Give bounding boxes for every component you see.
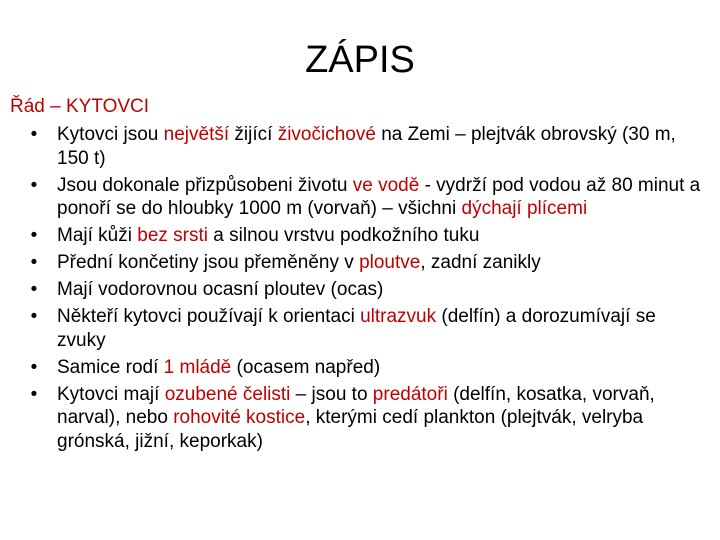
item-text: Kytovci jsou	[57, 124, 164, 145]
highlighted-text: 1 mládě	[163, 356, 232, 378]
item-text: – jsou to	[290, 383, 373, 405]
bullet-icon: •	[30, 124, 38, 145]
list-item	[0, 278, 720, 302]
highlighted-text: ve vodě	[352, 174, 420, 196]
item-text: - vydrží pod vodou až 80 minut a ponoří se do hloubky 1000 m (vorvaň) – všichni	[57, 174, 701, 219]
item-text: Mají kůži	[57, 225, 138, 246]
list-item	[0, 383, 720, 454]
item-text: Mají vodorovnou ocasní ploutev (ocas)	[57, 279, 384, 300]
slide-subtitle: Řád – KYTOVCI	[10, 96, 150, 117]
item-text: (delfín) a dorozumívají se zvuky	[57, 306, 656, 351]
bullet-list	[0, 123, 720, 457]
item-text: na Zemi – plejtvák obrovský (30 m, 150 t)	[57, 124, 676, 169]
list-item	[0, 356, 720, 380]
item-text: žijící	[229, 124, 278, 145]
item-text: Kytovci mají	[57, 383, 165, 405]
slide-title: ZÁPIS	[305, 39, 415, 81]
bullet-icon: •	[30, 225, 38, 246]
item-text: Jsou dokonale přizpůsobeni životu	[57, 174, 353, 196]
list-item	[0, 123, 720, 170]
bullet-icon: •	[30, 174, 38, 196]
list-item	[0, 174, 720, 221]
item-text: , zadní zanikly	[420, 252, 541, 273]
bullet-icon: •	[30, 306, 38, 327]
item-text: Přední končetiny jsou přeměněny v	[57, 252, 360, 273]
highlighted-text: ultrazvuk	[360, 306, 437, 327]
highlighted-text: ploutve	[359, 252, 421, 273]
item-text: (ocasem napřed)	[231, 356, 381, 378]
list-item	[0, 305, 720, 352]
bullet-icon: •	[30, 252, 38, 273]
item-text: Někteří kytovci používají k orientaci	[57, 306, 361, 327]
item-text: a silnou vrstvu podkožního tuku	[208, 225, 480, 246]
highlighted-text: predátoři	[372, 383, 448, 405]
bullet-icon: •	[30, 356, 38, 378]
list-item	[0, 224, 720, 248]
list-item	[0, 251, 720, 275]
bullet-icon: •	[30, 383, 38, 405]
highlighted-text: rohovité kostice	[173, 407, 306, 428]
highlighted-text: největší	[163, 124, 230, 145]
highlighted-text: bez srsti	[137, 225, 208, 246]
highlighted-text: ozubené čelisti	[164, 383, 291, 405]
highlighted-text: dýchají plícemi	[461, 198, 588, 219]
item-text: (delfín, kosatka, vorvaň, narval), nebo	[57, 383, 655, 428]
highlighted-text: živočichové	[277, 124, 376, 145]
item-text: Samice rodí	[57, 356, 164, 378]
bullet-icon: •	[30, 279, 38, 300]
item-text: , kterými cedí plankton (plejtvák, velryba grónská, jižní, keporkak)	[57, 407, 644, 452]
